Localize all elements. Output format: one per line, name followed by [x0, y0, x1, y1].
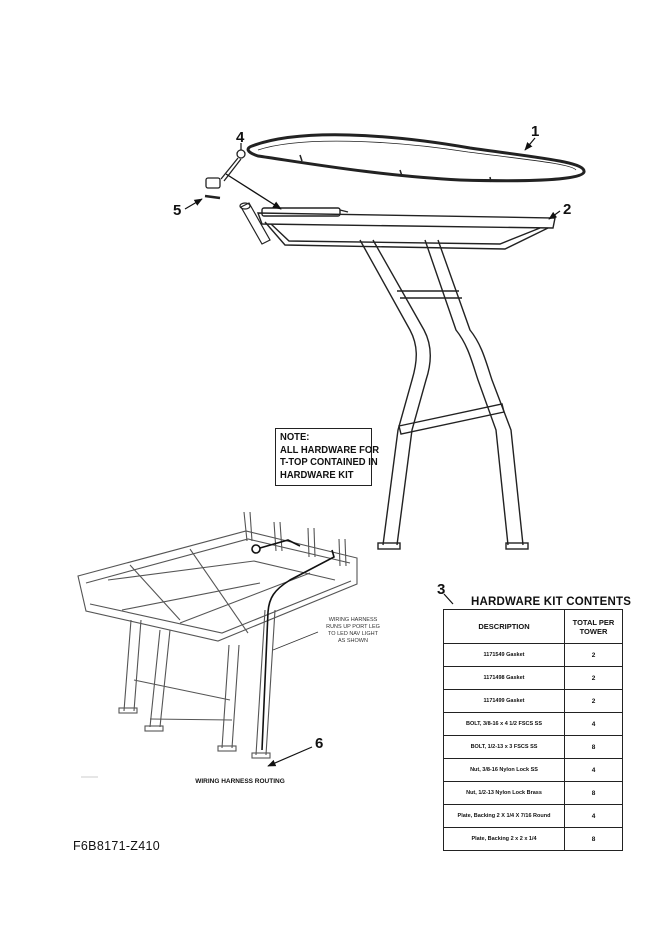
callout-2: 2: [563, 201, 572, 218]
table-row: [444, 828, 623, 851]
callout-3: 3: [437, 581, 446, 598]
qty-header-line1: TOTAL PER: [572, 617, 615, 627]
row-description: BOLT, 3/8-16 x 4 1/2 FSCS SS: [444, 713, 565, 736]
hardware-kit-title: HARDWARE KIT CONTENTS: [471, 596, 632, 608]
canopy-top: [248, 135, 584, 182]
note-line: ALL HARDWARE FOR: [280, 443, 380, 456]
table-row: [444, 759, 623, 782]
callout-4: 4: [236, 129, 245, 146]
description-header: DESCRIPTION: [444, 610, 565, 644]
row-description: 1171498 Gasket: [444, 667, 565, 690]
row-description: Plate, Backing 2 x 2 x 1/4: [444, 828, 565, 851]
row-description: BOLT, 1/2-13 x 3 FSCS SS: [444, 736, 565, 759]
table-row: [444, 736, 623, 759]
table-row: [444, 782, 623, 805]
document-code: F6B8171-Z410: [73, 839, 160, 853]
row-description: 1171499 Gasket: [444, 690, 565, 713]
table-row: [444, 805, 623, 828]
callout-leader-5: [185, 199, 202, 209]
note-line: NOTE:: [280, 431, 310, 443]
row-description: Plate, Backing 2 X 1/4 X 7/16 Round: [444, 805, 565, 828]
hardware-kit-table: [443, 609, 623, 851]
wiring-note-line: RUNS UP PORT LEG: [326, 624, 380, 630]
row-qty: 4: [565, 759, 623, 782]
t-top-frame: [240, 203, 555, 549]
table-header-row: [444, 610, 623, 644]
row-qty: 2: [565, 667, 623, 690]
assembly-arrow: [226, 174, 281, 209]
row-description: 1171549 Gasket: [444, 644, 565, 667]
wiring-harness-note: [308, 617, 398, 645]
qty-header-line2: TOWER: [579, 626, 608, 636]
callout-leader-3: [444, 594, 453, 604]
wiring-harness-cable: [252, 540, 334, 750]
row-qty: 8: [565, 736, 623, 759]
callout-5: 5: [173, 202, 182, 219]
callout-6: 6: [315, 735, 324, 752]
row-qty: 2: [565, 690, 623, 713]
row-description: Nut, 3/8-16 Nylon Lock SS: [444, 759, 565, 782]
table-row: [444, 713, 623, 736]
table-row: [444, 644, 623, 667]
row-qty: 2: [565, 644, 623, 667]
row-qty: 4: [565, 805, 623, 828]
nav-light-assembly: [205, 150, 245, 198]
table-row: [444, 667, 623, 690]
row-qty: 4: [565, 713, 623, 736]
wiring-note-line: TO LED NAV LIGHT: [328, 631, 378, 637]
wiring-note-line: AS SHOWN: [338, 638, 368, 644]
note-line: HARDWARE KIT: [280, 468, 354, 481]
table-row: [444, 690, 623, 713]
qty-header: [565, 610, 623, 644]
callout-1: 1: [531, 123, 540, 140]
wiring-routing-caption: WIRING HARNESS ROUTING: [195, 778, 285, 785]
row-description: Nut, 1/2-13 Nylon Lock Brass: [444, 782, 565, 805]
callout-leader-6: [268, 747, 312, 766]
note-line: T-TOP CONTAINED IN: [280, 456, 378, 468]
row-qty: 8: [565, 782, 623, 805]
row-qty: 8: [565, 828, 623, 851]
wiring-note-line: WIRING HARNESS: [328, 617, 378, 623]
hardware-note-box: [275, 428, 380, 486]
